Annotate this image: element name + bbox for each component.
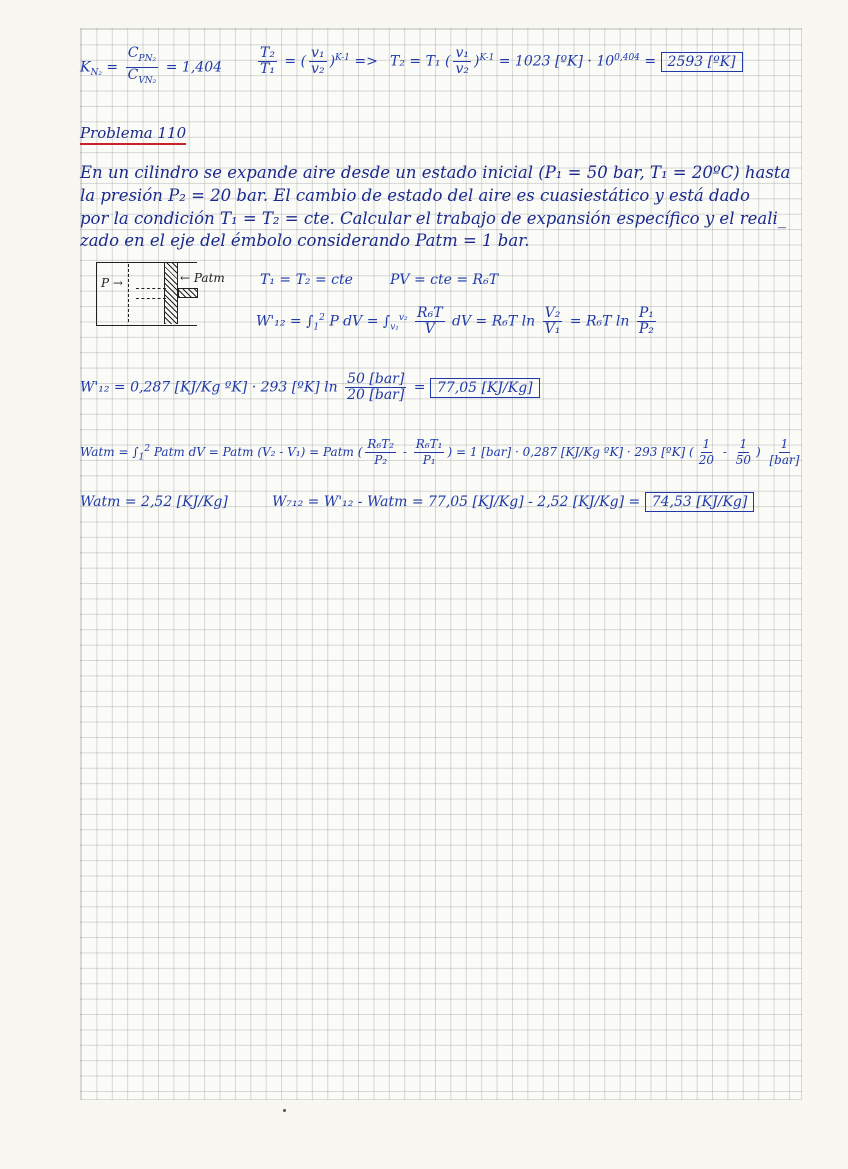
paper-speck: [283, 1109, 286, 1112]
piston-rod-dashed-line: [136, 298, 166, 299]
problem-statement: [80, 162, 798, 253]
problem-title: Problema 110: [80, 124, 186, 145]
temperature-ratio-equation: $\frac{\text{T₂}}{\text{T₁}}$ = ( $\frac{\text{v₁}}{\text{v₂}}$ )$^{K-1}$ =>: [260, 45, 378, 77]
t2-computation: T₂ = T₁ ( $\frac{\text{v₁}}{\text{v₂}}$ )$^{K-1}$ = 1023 [ºK] · $10^{0,404} = 2593$ [ºK]: [390, 46, 743, 77]
statement-line: zado en el eje del émbolo considerando Patm = 1 bar.: [80, 231, 530, 251]
ideal-gas-relation: PV = cte = R₆T: [390, 272, 499, 288]
useful-work-equation: W₇₁₂ = W'₁₂ - Watm = 77,05 [KJ/Kg] - 2,52 [KJ/Kg] = 74,53 [KJ/Kg]: [272, 494, 754, 510]
statement-line: por la condición T₁ = T₂ = cte. Calcular el trabajo de expansión específico y el reali_: [80, 208, 787, 228]
isothermal-condition: T₁ = T₂ = cte: [260, 272, 353, 288]
work-numeric-equation: W'₁₂ = 0,287 [KJ/Kg ºK] · 293 [ºK] ln $\frac{\text{50 [bar]}}{\text{20 [bar]}}$ = 77,05 [KJ/Kg]: [80, 372, 540, 403]
piston-rod: [178, 288, 198, 298]
atmospheric-work-equation: Watm = $\int_1^2$ Patm dV = Patm (V₂ - V₁) = Patm ( $\frac{\text{R₆T₂}}{\text{P₂}}$ - $\frac{\text{R₆T₁}}{\text{P₁}}$ ) = 1 [bar] · 0,287 [KJ/Kg ºK] · 293 [ºK] ( $\frac{1}{20}$ - $\frac{1}{50}$ ) $\frac{1}{\text{[bar]}}$: [80, 437, 800, 467]
t2-result-box: 2593 [ºK]: [661, 52, 743, 72]
initial-position-dashed-line: [128, 264, 129, 322]
work-result-box: 77,05 [KJ/Kg]: [430, 378, 540, 398]
pressure-arrow-label: P →: [101, 276, 123, 290]
atmospheric-work-result: Watm = 2,52 [KJ/Kg]: [80, 494, 228, 510]
statement-line: la presión P₂ = 20 bar. El cambio de estado del aire es cuasiestático y está dado: [80, 185, 750, 205]
kn2-equation: $K_{N_2}$ = $\frac{C_{PN_2}}{C_{VN_2}}$ = 1,404: [80, 45, 223, 86]
patm-arrow-label: ← Patm: [180, 271, 225, 285]
statement-line: En un cilindro se expande aire desde un estado inicial (P₁ = 50 bar, T₁ = 20ºC) hasta: [80, 163, 791, 182]
piston: [164, 262, 178, 324]
piston-rod-dashed-line: [136, 288, 166, 289]
useful-work-result-box: 74,53 [KJ/Kg]: [645, 492, 755, 512]
work-integral-equation: $W'_{12} = \int_1^2$ P dV = $\int_{v_1}^{v_2}$ $\frac{\text{R₆T}}{V}$ dV = R₆T ln $\frac{\text{V₂}}{\text{V₁}}$ = R₆T ln $\frac{\text{P₁}}{\text{P₂}}$: [256, 305, 654, 337]
